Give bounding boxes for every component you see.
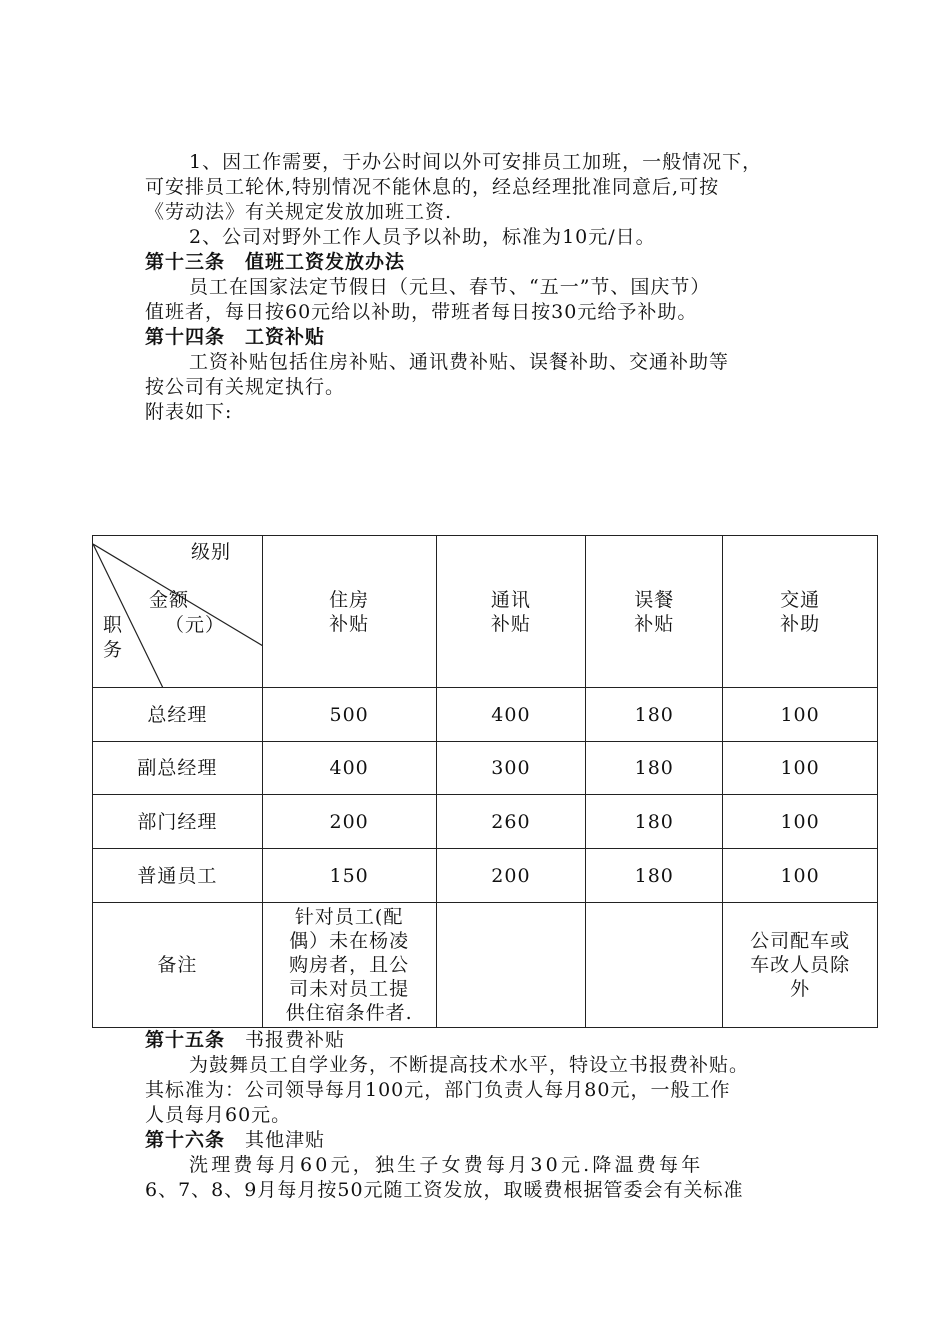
- section-15-line-3: 人员每月60元。: [145, 1104, 292, 1126]
- header-transport-subsidy: [723, 536, 878, 688]
- section-14-line-2: 按公司有关规定执行。: [145, 376, 346, 398]
- section-13-title: 值班工资发放办法: [245, 251, 406, 273]
- cell-remarks-transport: [723, 903, 878, 1028]
- section-16-heading: [145, 1128, 325, 1152]
- allowance-table: [92, 535, 878, 1028]
- cell-transport: 100: [723, 795, 878, 849]
- cell-meal: 180: [586, 849, 723, 903]
- remark-housing-line-1: 针对员工(配: [294, 906, 404, 928]
- section-14-number: 第十四条: [145, 326, 226, 348]
- section-16-number: 第十六条: [145, 1129, 226, 1151]
- header-housing-line-1: 住房: [329, 588, 370, 611]
- remark-housing-line-3: 购房者，且公: [289, 954, 410, 976]
- remark-housing-line-4: 司未对员工提: [289, 978, 410, 1000]
- paragraph-overtime-line-2: 可安排员工轮休,特别情况不能休息的，经总经理批准同意后,可按: [145, 176, 720, 198]
- cell-housing: 500: [262, 688, 436, 742]
- cell-meal: 180: [586, 795, 723, 849]
- diagonal-lines: [93, 536, 263, 688]
- section-15-heading: [145, 1028, 345, 1052]
- cell-housing: 400: [262, 742, 436, 795]
- corner-label-unit: （元）: [165, 614, 226, 636]
- table-row: [93, 795, 878, 849]
- cell-communication: 300: [436, 742, 586, 795]
- cell-post: 总经理: [93, 688, 263, 742]
- table-corner-cell: [93, 536, 263, 688]
- table-row: [93, 742, 878, 795]
- cell-housing: 150: [262, 849, 436, 903]
- section-15-number: 第十五条: [145, 1029, 226, 1051]
- section-13-heading: [145, 250, 405, 274]
- cell-housing: 200: [262, 795, 436, 849]
- paragraph-overtime-line-1: 1、因工作需要，于办公时间以外可安排员工加班，一般情况下，: [189, 151, 763, 173]
- cell-transport: 100: [723, 742, 878, 795]
- header-meal-subsidy: [586, 536, 723, 688]
- table-header-row: [93, 536, 878, 688]
- cell-meal: 180: [586, 742, 723, 795]
- corner-label-post-2: 务: [103, 639, 124, 661]
- cell-remarks-housing: [262, 903, 436, 1028]
- section-16-line-1: 洗理费每月60元，独生子女费每月30元.降温费每年: [189, 1154, 704, 1176]
- cell-remarks-meal: [586, 903, 723, 1028]
- cell-remarks-label: 备注: [93, 903, 263, 1028]
- remark-housing-line-2: 偶）未在杨凌: [289, 930, 410, 952]
- table-row: [93, 849, 878, 903]
- header-transport-line-1: 交通: [780, 588, 821, 611]
- remark-housing-line-5: 供住宿条件者.: [285, 1002, 413, 1024]
- header-transport-line-2: 补助: [780, 612, 821, 635]
- section-16-title: 其他津贴: [245, 1129, 326, 1151]
- header-comm-line-1: 通讯: [490, 588, 531, 611]
- cell-meal: 180: [586, 688, 723, 742]
- paragraph-overtime-line-3: 《劳动法》有关规定发放加班工资.: [145, 201, 453, 223]
- corner-label-amount: 金额: [149, 589, 190, 611]
- remark-transport-line-2: 车改人员除: [750, 954, 851, 976]
- section-15-line-1: 为鼓舞员工自学业务，不断提高技术水平，特设立书报费补贴。: [189, 1054, 750, 1076]
- section-13-line-2: 值班者，每日按60元给以补助，带班者每日按30元给予补助。: [145, 301, 698, 323]
- section-14-heading: [145, 325, 325, 349]
- cell-post: 副总经理: [93, 742, 263, 795]
- corner-label-post-1: 职: [103, 614, 124, 636]
- section-14-title: 工资补贴: [245, 326, 326, 348]
- table-remarks-row: [93, 903, 878, 1028]
- section-15-line-2: 其标准为：公司领导每月100元，部门负责人每月80元，一般工作: [145, 1079, 731, 1101]
- header-meal-line-2: 补贴: [634, 612, 675, 635]
- section-16-line-2: 6、7、8、9月每月按50元随工资发放，取暖费根据管委会有关标准: [145, 1179, 744, 1201]
- header-communication-subsidy: [436, 536, 586, 688]
- section-13-line-1: 员工在国家法定节假日（元旦、春节、“五一”节、国庆节）: [189, 276, 711, 298]
- header-housing-subsidy: [262, 536, 436, 688]
- header-housing-line-2: 补贴: [329, 612, 370, 635]
- corner-label-level: 级别: [191, 541, 232, 563]
- cell-post: 部门经理: [93, 795, 263, 849]
- cell-remarks-communication: [436, 903, 586, 1028]
- cell-transport: 100: [723, 688, 878, 742]
- header-comm-line-2: 补贴: [490, 612, 531, 635]
- paragraph-field-subsidy: 2、公司对野外工作人员予以补助，标准为10元/日。: [189, 226, 656, 248]
- header-meal-line-1: 误餐: [634, 588, 675, 611]
- table-row: [93, 688, 878, 742]
- section-14-line-1: 工资补贴包括住房补贴、通讯费补贴、误餐补助、交通补助等: [189, 351, 730, 373]
- remark-transport-line-3: 外: [790, 978, 811, 1000]
- section-13-number: 第十三条: [145, 251, 226, 273]
- cell-transport: 100: [723, 849, 878, 903]
- cell-communication: 260: [436, 795, 586, 849]
- remark-transport-line-1: 公司配车或: [750, 930, 851, 952]
- cell-communication: 200: [436, 849, 586, 903]
- section-14-line-3: 附表如下:: [145, 401, 233, 423]
- cell-post: 普通员工: [93, 849, 263, 903]
- cell-communication: 400: [436, 688, 586, 742]
- section-15-title: 书报费补贴: [245, 1029, 346, 1051]
